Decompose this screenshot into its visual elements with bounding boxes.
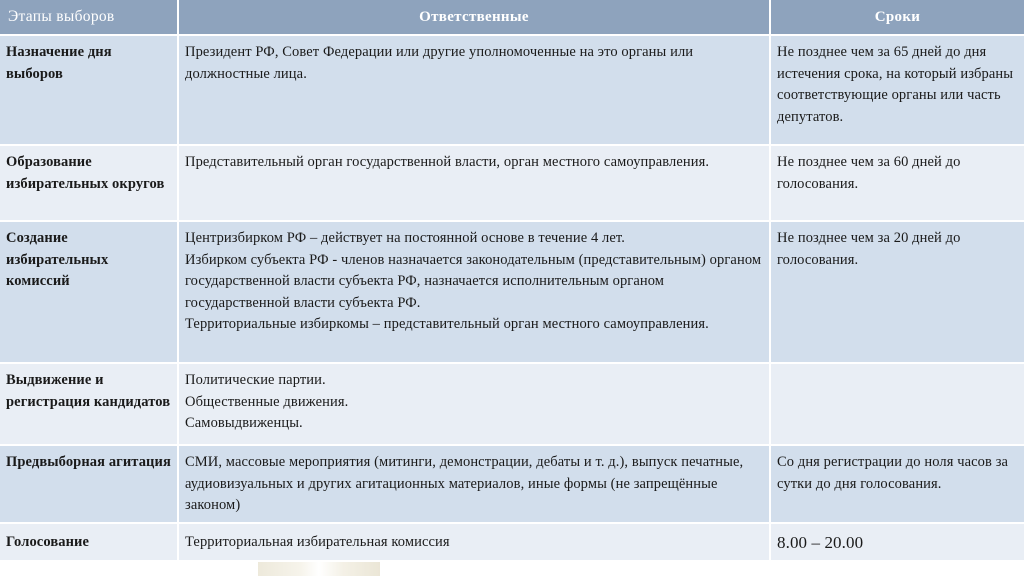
responsible-cell — [178, 221, 770, 363]
stage-cell: Назначение дня выборов — [0, 35, 178, 145]
responsible-line: Общественные движения. — [185, 393, 349, 410]
table-row — [0, 445, 1024, 523]
table-row — [0, 221, 1024, 363]
responsible-line: Территориальные избиркомы – представительный орган местного самоуправления. — [185, 316, 709, 332]
header-stage: Этапы выборов — [0, 0, 178, 35]
deadline-cell: Не позднее чем за 60 дней до голосования. — [770, 145, 1024, 221]
stage-cell: Предвыборная агитация — [0, 445, 178, 523]
header-deadline: Сроки — [770, 0, 1024, 35]
table-row — [0, 363, 1024, 445]
stage-cell: Голосование — [0, 523, 178, 561]
responsible-cell — [178, 363, 770, 445]
stage-cell: Создание избирательных комиссий — [0, 221, 178, 363]
responsible-cell — [178, 35, 770, 145]
responsible-line: Самовыдвиженцы. — [185, 415, 303, 431]
responsible-line: Представительный орган государственной власти, орган местного самоуправления. — [185, 154, 710, 170]
responsible-line: СМИ, массовые мероприятия (митинги, демонстрации, дебаты и т. д.), выпуск печатные, аудиовизуальных и других агитационных материалов, иные формы (не запрещённые законом) — [185, 454, 744, 513]
responsible-cell — [178, 445, 770, 523]
table-header-row — [0, 0, 1024, 35]
responsible-line: Территориальная избирательная комиссия — [185, 534, 450, 550]
responsible-cell — [178, 523, 770, 561]
table-row — [0, 35, 1024, 145]
responsible-line: Президент РФ, Совет Федерации или другие уполномоченные на это органы или должностные лица. — [185, 44, 694, 82]
deadline-cell: Не позднее чем за 65 дней до дня истечения срока, на который избраны соответствующие органы или часть депутатов. — [770, 35, 1024, 145]
deadline-cell: Не позднее чем за 20 дней до голосования. — [770, 221, 1024, 363]
deadline-cell: Со дня регистрации до ноля часов за сутки до дня голосования. — [770, 445, 1024, 523]
stage-cell: Выдвижение и регистрация кандидатов — [0, 363, 178, 445]
deadline-cell — [770, 363, 1024, 445]
table-row — [0, 523, 1024, 561]
stage-cell: Образование избирательных округов — [0, 145, 178, 221]
responsible-cell — [178, 145, 770, 221]
header-responsible: Ответственные — [178, 0, 770, 35]
table-row — [0, 145, 1024, 221]
responsible-line: Политические партии. — [185, 372, 326, 388]
responsible-line: Центризбирком РФ – действует на постоянной основе в течение 4 лет. — [185, 230, 625, 246]
deadline-cell: 8.00 – 20.00 — [770, 523, 1024, 561]
responsible-line: Избирком субъекта РФ - членов назначается законодательным (представительным) органом государственной власти субъекта РФ, назначается исполнительным органом государственной власти субъекта РФ. — [185, 251, 762, 311]
